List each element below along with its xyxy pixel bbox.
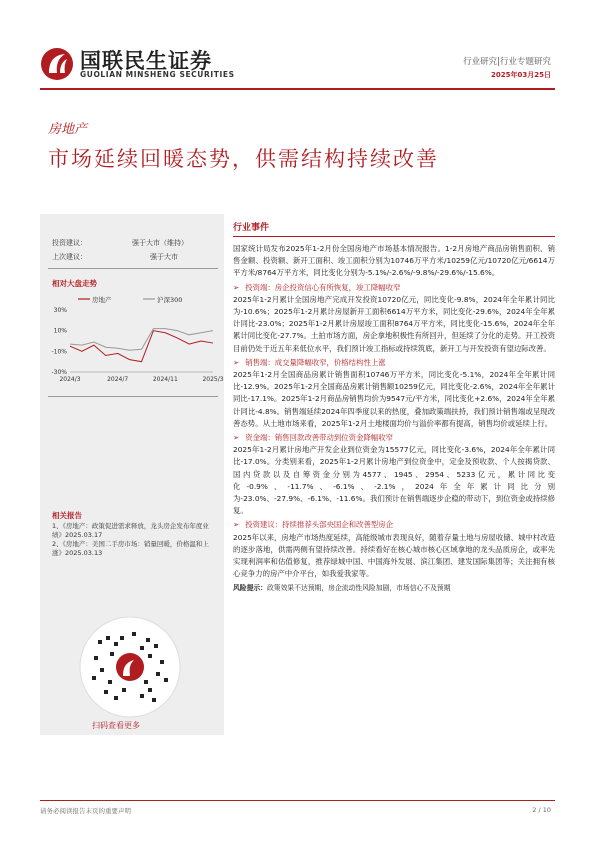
series-line-realestate xyxy=(70,331,213,362)
perf-chart-heading: 相对大盘走势 xyxy=(52,279,97,288)
x-tick-label: 2025/3 xyxy=(202,376,224,383)
last-rating-value: 强于大市 xyxy=(150,253,178,261)
risk-text: 政策效果不达预期，房企流动性风险加剧，市场信心不及预期 xyxy=(266,584,451,593)
related-heading: 相关报告 xyxy=(52,511,82,520)
invest-rating-label: 投资建议： xyxy=(52,239,87,247)
qr-code-icon[interactable] xyxy=(70,612,190,722)
page-title: 市场延续回暖态势，供需结构持续改善 xyxy=(48,147,439,171)
risk-note xyxy=(233,582,555,594)
section-text: 2025年1-2月全国商品房累计销售面积10746万平方米，同比变化-5.1%，2024年全年累计同比-12.9%。2025年1-2月全国商品房累计销售额10259亿元，同比变化-2.6%，2024年全年累计同比-17.1%。2025年1-2月商品房销售均价为9547元/平方米，同比变化+2.6%，2024年全年累计同比-4.8%。销售端延续2024年四季度以来的热度，叠加政策端扶持，我们预计销售端或呈现改善态势。从土地市场来看，2025年1-2月土地楼面均价与溢价率都有提高，销售均价或延续上行。 xyxy=(233,370,555,428)
section-text: 2025年以来，房地产市场热度延续，高能级城市表现良好，随着存量土地与房屋收储、城中村改造的逐步落地，供需两侧有望持续改善。持续看好在核心城市核心区域拿地的龙头品质房企，或率先实现利润率和估值修复，推荐绿城中国、中国海外发展、滨江集团、建发国际集团等；关注拥有核心竞争力的房产中介平台，如我爱我家等。 xyxy=(233,532,555,579)
section-title: ➢ 投资端：房企投资信心有所恢复，竣工降幅收窄 xyxy=(233,282,401,292)
brand-name-en: GUOLIAN MINSHENG SECURITIES xyxy=(80,70,235,79)
section-title: ➢ 资金端：销售回款改善带动到位资金降幅收窄 xyxy=(233,433,394,443)
sidebar-divider xyxy=(48,268,218,269)
invest-rating-value: 强于大市（维持） xyxy=(132,239,188,247)
arrow-icon: ➢ xyxy=(233,357,240,367)
qr-caption: 扫码查看更多 xyxy=(92,721,140,730)
footer-disclaimer: 请务必阅读报告末页的重要声明 xyxy=(40,807,131,815)
report-type: 行业研究|行业专题研究 xyxy=(463,57,551,67)
y-tick-label: -30% xyxy=(51,369,67,376)
x-tick-label: 2024/7 xyxy=(107,376,129,383)
arrow-icon: ➢ xyxy=(233,520,240,530)
risk-label: 风险提示： xyxy=(233,584,267,593)
related-list xyxy=(52,522,212,558)
section-text: 2025年1-2月累计房地产开发企业到位资金为15577亿元，同比变化-3.6%，2024年全年累计同比-17.0%。分类别来看，2025年1-2月累计房地产到位资金中，定金及预收款、个人按揭贷款、国内贷款以及自筹资金分别为4577、1945、2954、5233亿元，累计同比变化-0.9%、-11.7%、-6.1%、-2.1%，2024年全年累计同比分别为-23.0%、-27.9%、-6.1%、-11.6%。我们预计在销售端逐步企稳的带动下，到位资金或持续修复。 xyxy=(233,445,555,516)
header-divider xyxy=(40,88,555,90)
arrow-icon: ➢ xyxy=(233,433,240,443)
page-number: 2 / 10 xyxy=(532,806,551,814)
brand-logo-icon xyxy=(40,47,74,81)
footer-divider xyxy=(40,800,555,801)
section-title: ➢ 销售端：成交量降幅收窄，价格结构性上涨 xyxy=(233,357,386,367)
x-tick-label: 2024/3 xyxy=(59,376,81,383)
series-line-hs300 xyxy=(70,329,213,351)
y-tick-label: -10% xyxy=(51,348,67,356)
y-tick-label: 30% xyxy=(53,307,67,314)
brand-name-cn: 国联民生证券 xyxy=(80,49,212,73)
sector-label: 房地产 xyxy=(48,122,88,137)
sidebar-divider xyxy=(48,396,218,397)
legend-label-realestate: 房地产 xyxy=(92,296,112,304)
y-tick-label: 10% xyxy=(53,327,67,335)
x-tick-label: 2024/11 xyxy=(152,376,178,383)
arrow-icon: ➢ xyxy=(233,282,240,292)
related-item[interactable]: 1、《房地产：政策促进需求释放，龙头房企发布年度业绩》2025.03.17 xyxy=(52,522,209,539)
intro-paragraph: 国家统计局发布2025年1-2月份全国房地产市场基本情况报告。1-2月房地产商品房销售面积、销售金额、投资额、新开工面积、竣工面积分别为10746万平方米/10259亿元/10720亿元/6614万平方米/8764万平方米，同比变化分别为-5.1%/-2.6%/-9.8%/-29.6%/-15.6%。 xyxy=(233,244,555,278)
perf-chart xyxy=(48,290,224,390)
content-column xyxy=(233,220,555,594)
legend-label-hs300: 沪深300 xyxy=(157,296,183,304)
related-item[interactable]: 2、《房地产：美国二手房市场：销量回暖，价格温和上涨》2025.03.13 xyxy=(52,540,209,557)
section-text: 2025年1-2月累计全国房地产完成开发投资10720亿元，同比变化-9.8%，2024年全年累计同比为-10.6%；2025年1-2月累计房屋新开工面积6614万平方米，同比变化-29.6%，2024年全年累计同比-23.0%；2025年1-2月累计房屋竣工面积8764万平方米，同比变化-15.6%，2024年全年累计同比变化-27.7%。土拍市场方面，房企拿地积极性有所回升，但延续了分化的走势。开工投资目前仍处于近五年来低位水平，我们预计竣工指标或持续筑底，新开工与开发投资有望边际改善。 xyxy=(233,294,555,353)
report-date: 2025年03月25日 xyxy=(491,71,551,79)
section-title: ➢ 投资建议：持续推荐头部央国企和改善型房企 xyxy=(233,520,394,530)
last-rating-label: 上次建议： xyxy=(52,253,87,261)
content-heading: 行业事件 xyxy=(233,223,270,233)
content-heading-rule xyxy=(233,236,555,237)
